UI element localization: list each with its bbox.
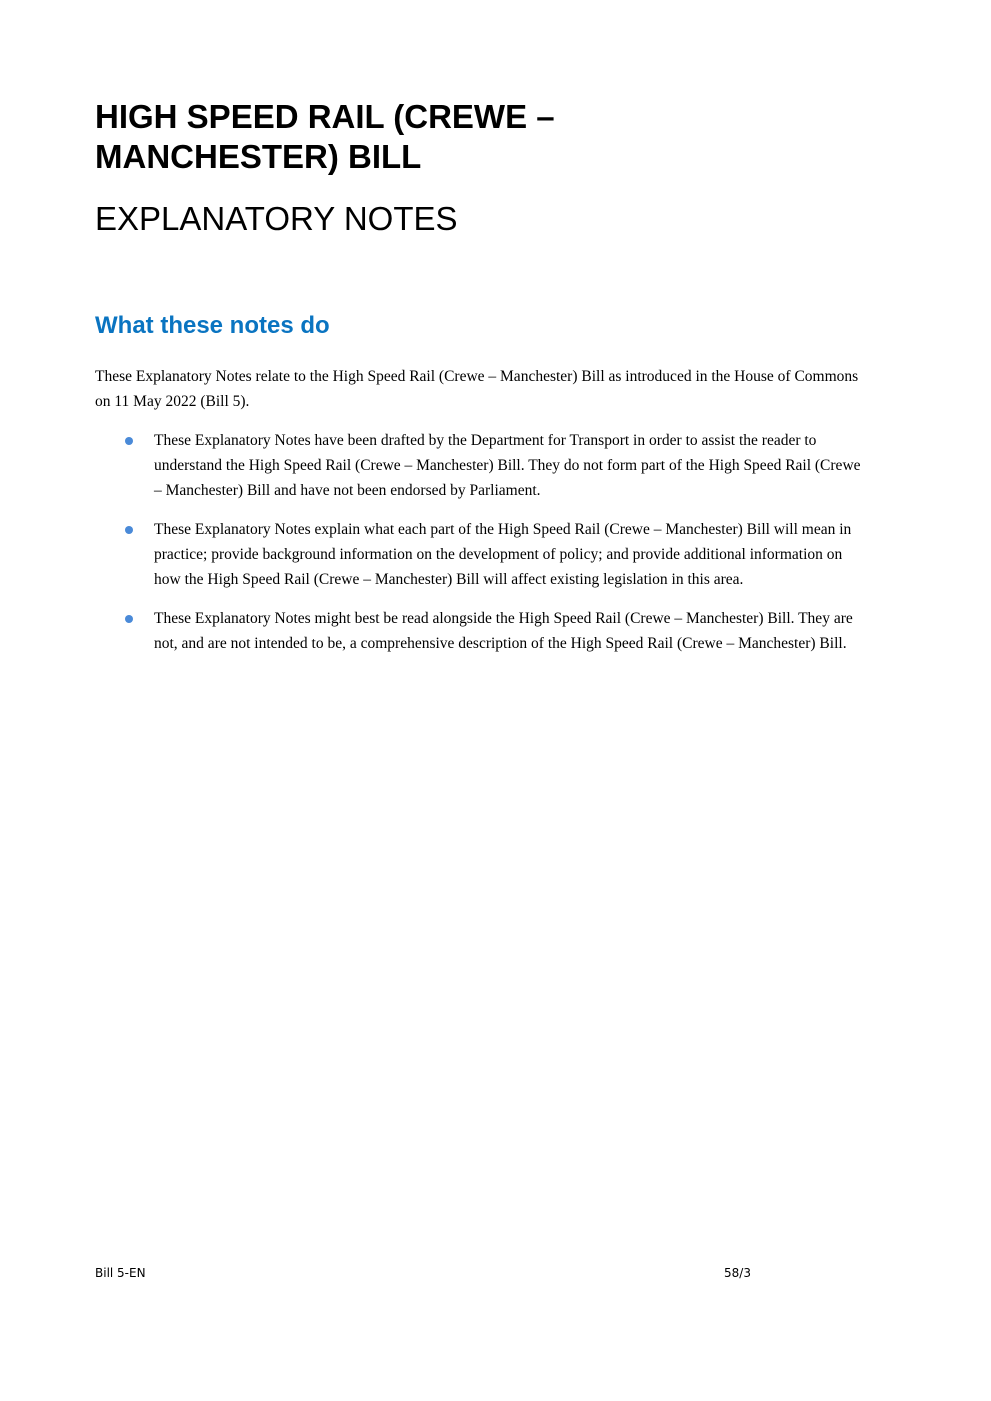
bullet-text: These Explanatory Notes explain what each part of the High Speed Rail (Crewe – Manchester) Bill will mean in practice; provide background information on the development of policy; and provide additional information on how the High Speed Rail (Crewe – Manchester) Bill will affect existing legislation in this area. <box>154 521 852 588</box>
bullet-text: These Explanatory Notes have been drafted by the Department for Transport in order to assist the reader to understand the High Speed Rail (Crewe – Manchester) Bill. They do not form part of the High Speed Rail (Crewe – Manchester) Bill and have not been endorsed by Parliament. <box>154 432 861 499</box>
intro-paragraph: These Explanatory Notes relate to the High Speed Rail (Crewe – Manchester) Bill as introduced in the House of Commons on 11 May 2022 (Bill 5). <box>95 368 859 410</box>
bullet-icon <box>125 526 133 534</box>
bullet-text: These Explanatory Notes might best be read alongside the High Speed Rail (Crewe – Manchester) Bill. They are not, and are not intended to be, a comprehensive description of the High Speed Rail (Crewe – Manchester) Bill. <box>154 610 853 652</box>
list-item <box>125 606 865 656</box>
bullet-icon <box>125 437 133 445</box>
section-heading: What these notes do <box>95 312 330 339</box>
footer-bill-reference: Bill 5-EN <box>95 1266 146 1280</box>
list-item <box>125 428 865 503</box>
bullet-icon <box>125 615 133 623</box>
bill-title: HIGH SPEED RAIL (CREWE – MANCHESTER) BILL <box>95 98 555 175</box>
list-item <box>125 517 865 592</box>
document-subtitle: EXPLANATORY NOTES <box>95 200 458 237</box>
footer-page-reference: 58/3 <box>724 1266 751 1280</box>
bullet-list <box>125 428 865 670</box>
